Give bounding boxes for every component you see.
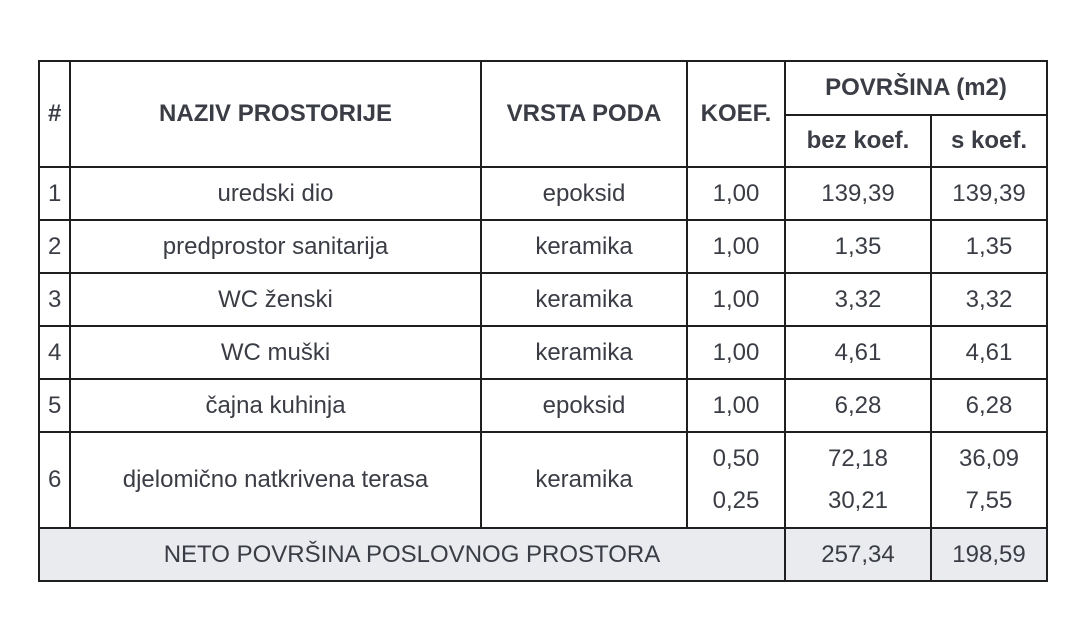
cell-floor: keramika: [481, 273, 687, 326]
cell-coef: 0,50: [712, 445, 760, 472]
header-area-with: s koef.: [931, 115, 1047, 167]
table-row: [39, 379, 1047, 432]
total-area-with: 198,59: [931, 528, 1047, 581]
header-area-without: bez koef.: [785, 115, 931, 167]
cell-area-with: 139,39: [931, 167, 1047, 220]
cell-area-without: 6,28: [785, 379, 931, 432]
cell-coef: 1,00: [687, 220, 785, 273]
cell-num: 6: [39, 432, 70, 528]
header-floor: VRSTA PODA: [481, 61, 687, 167]
cell-floor: keramika: [481, 220, 687, 273]
cell-name: WC ženski: [70, 273, 481, 326]
total-row: [39, 528, 1047, 581]
cell-num: 1: [39, 167, 70, 220]
cell-num: 4: [39, 326, 70, 379]
cell-area-without: 4,61: [785, 326, 931, 379]
cell-area-with: 4,61: [931, 326, 1047, 379]
cell-coef: 0,25: [712, 487, 760, 514]
header-coef: KOEF.: [687, 61, 785, 167]
cell-name: WC muški: [70, 326, 481, 379]
cell-area-without: 1,35: [785, 220, 931, 273]
cell-area-with-stack: [931, 432, 1047, 528]
cell-area-without-stack: [785, 432, 931, 528]
cell-floor: keramika: [481, 432, 687, 528]
cell-area-without: 30,21: [827, 487, 889, 514]
cell-name: čajna kuhinja: [70, 379, 481, 432]
table-row: [39, 432, 1047, 528]
cell-num: 3: [39, 273, 70, 326]
header-area: POVRŠINA (m2): [785, 61, 1047, 115]
cell-area-without: 139,39: [785, 167, 931, 220]
cell-area-without: 72,18: [827, 445, 889, 472]
cell-coef: 1,00: [687, 273, 785, 326]
total-label: NETO POVRŠINA POSLOVNOG PROSTORA: [39, 528, 785, 581]
header-name: NAZIV PROSTORIJE: [70, 61, 481, 167]
total-area-without: 257,34: [785, 528, 931, 581]
cell-area-with: 3,32: [931, 273, 1047, 326]
cell-coef: 1,00: [687, 167, 785, 220]
cell-floor: epoksid: [481, 379, 687, 432]
cell-coef-stack: [687, 432, 785, 528]
header-row: [39, 61, 1047, 115]
area-table: [38, 60, 1048, 582]
table-row: [39, 326, 1047, 379]
cell-coef: 1,00: [687, 379, 785, 432]
table-row: [39, 220, 1047, 273]
cell-name: uredski dio: [70, 167, 481, 220]
header-num: #: [39, 61, 70, 167]
table-row: [39, 167, 1047, 220]
cell-area-with: 36,09: [958, 445, 1020, 472]
cell-name: djelomično natkrivena terasa: [70, 432, 481, 528]
cell-floor: epoksid: [481, 167, 687, 220]
cell-name: predprostor sanitarija: [70, 220, 481, 273]
cell-area-with: 7,55: [965, 487, 1013, 514]
cell-num: 2: [39, 220, 70, 273]
cell-coef: 1,00: [687, 326, 785, 379]
cell-area-with: 6,28: [931, 379, 1047, 432]
cell-num: 5: [39, 379, 70, 432]
cell-area-with: 1,35: [931, 220, 1047, 273]
cell-floor: keramika: [481, 326, 687, 379]
table-row: [39, 273, 1047, 326]
cell-area-without: 3,32: [785, 273, 931, 326]
